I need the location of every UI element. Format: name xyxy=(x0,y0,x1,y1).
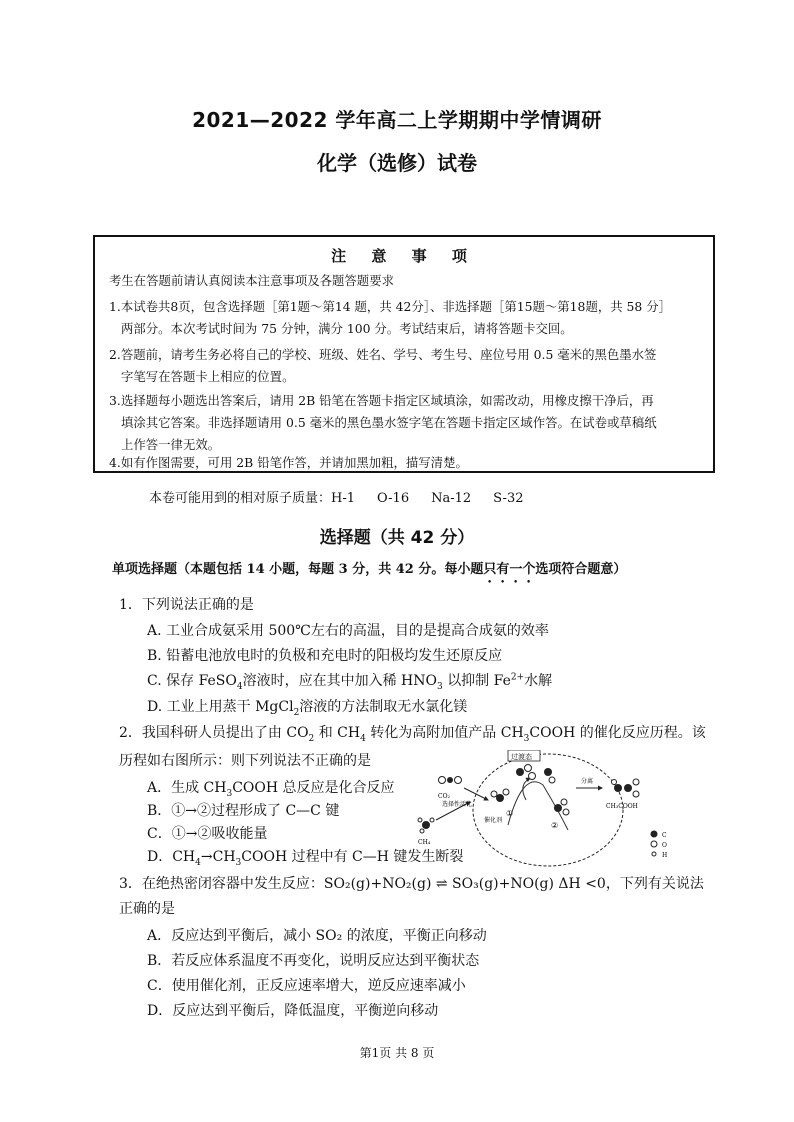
notice-line: 填涂其它答案。非选择题请用 0.5 毫米的黑色墨水签字笔在答题卡指定区域作答。在试卷或草稿纸 xyxy=(121,415,657,430)
label-selective: 选择性活化 xyxy=(442,801,473,808)
q2-option-a: A．生成 $CH_3COOH$ 总反应是化合反应 xyxy=(147,780,395,799)
ch4-h-atom xyxy=(430,818,434,822)
atomic-mass: O-16 xyxy=(377,491,410,506)
instruction-prefix: 单项选择题（本题包括 14 小题，每题 3 分，共 42 分。每小题 xyxy=(112,562,484,577)
transition-arrow xyxy=(523,778,530,800)
page-footer: 第1页 共 8 页 xyxy=(359,1046,435,1060)
instruction-suffix: 选项符合题意） xyxy=(535,562,627,577)
co2-arrow xyxy=(464,788,488,800)
int2-c-atom xyxy=(554,804,562,812)
ts-c-atom xyxy=(516,768,524,776)
q2-option-d: D．$CH_4\to CH_3COOH$ 过程中有 C—H 键发生断裂 xyxy=(147,849,464,868)
intermediate-o-atom xyxy=(503,789,509,795)
ts-o-atom xyxy=(529,773,536,780)
ts-o-atom xyxy=(525,765,532,772)
notice-line: 2.答题前，请考生务必将自己的学校、班级、姓名、学号、考生号、座位号用 0.5 毫米的黑色墨水签 xyxy=(109,347,657,362)
q3-option-b: B．若反应体系温度不再变化，说明反应达到平衡状态 xyxy=(147,953,480,969)
ch4-h-atom xyxy=(418,818,422,822)
ch4-h-atom xyxy=(420,829,424,833)
product-o-atom xyxy=(633,791,639,797)
legend-h-dot xyxy=(652,852,656,856)
q2-option-c: C．①→②吸收能量 xyxy=(147,826,268,842)
int2-o-atom xyxy=(563,809,569,815)
notice-line: 3.选择题每小题选出答案后，请用 2B 铅笔在答题卡指定区域填涂，如需改动，用橡皮擦干净后，再 xyxy=(109,393,654,408)
notice-box xyxy=(93,235,715,473)
product-c-atom xyxy=(624,784,632,792)
q1-option-a: A. 工业合成氨采用 500℃左右的高温，目的是提高合成氨的效率 xyxy=(147,623,549,639)
notice-line: 4.如有作图需要，可用 2B 铅笔作答，并请加黑加粗，描写清楚。 xyxy=(109,455,468,470)
exam-subtitle: 化学（选修）试卷 xyxy=(317,151,477,175)
label-step-1: ① xyxy=(506,809,514,818)
co2-o-atom xyxy=(439,777,446,784)
notice-line: 字笔写在答题卡上相应的位置。 xyxy=(121,369,295,384)
q1d-part: D. 工业上用蒸干 MgCl xyxy=(147,699,294,715)
q1d-part: 溶液的方法制取无水氯化镁 xyxy=(299,699,468,715)
label-catalyst: 催化剂 xyxy=(484,817,503,824)
label-step-2: ② xyxy=(551,821,559,830)
q2d-part: →CH xyxy=(200,849,236,865)
notice-line: 1.本试卷共8页，包含选择题［第1题～第14 题，共 42分］、非选择题［第15题～第18题，共 58 分］ xyxy=(109,299,672,314)
q2-part: 和 CH xyxy=(318,725,361,741)
atomic-mass: Na-12 xyxy=(431,491,472,506)
notice-intro: 考生在答题前请认真阅读本注意事项及各题答题要求 xyxy=(109,273,394,288)
atomic-masses-label: 本卷可能用到的相对原子质量： xyxy=(149,491,332,506)
label-co2: CO₂ xyxy=(438,793,450,800)
reaction-mechanism-diagram xyxy=(408,750,690,868)
legend-o-dot xyxy=(651,841,657,847)
q3-option-c: C．使用催化剂，正反应速率增大，逆反应速率减小 xyxy=(147,978,466,994)
intermediate-o-atom xyxy=(491,791,497,797)
notice-line: 上作答一律无效。 xyxy=(121,437,221,452)
atomic-mass: S-32 xyxy=(493,491,524,506)
q1c-part: 溶液时，应在其中加入稀 HNO xyxy=(242,673,437,689)
q3-stem-line2: 正确的是 xyxy=(119,901,175,917)
notice-line: 两部分。本次考试时间为 75 分钟，满分 100 分。考试结束后，请将答题卡交回。 xyxy=(121,321,573,336)
q2d-part: D．CH xyxy=(147,849,196,865)
section-instruction xyxy=(112,558,626,586)
label-ch4: CH₄ xyxy=(418,839,431,846)
q2-option-b: B．①→②过程形成了 C—C 键 xyxy=(147,803,340,819)
q2a-part: A．生成 CH xyxy=(147,780,227,796)
q2-stem-line1: 2．我国科研人员提出了由 $CO_2$ 和 $CH_4$ 转化为高附加值产品 $CH_3COOH$ 的催化反应历程。该 xyxy=(119,725,706,744)
label-separation: 分离 xyxy=(581,778,594,785)
q3-stem-line1: 3．在绝热密闭容器中发生反应：SO₂(g)+NO₂(g) ⇌ SO₃(g)+NO(g) ΔH <0，下列有关说法 xyxy=(119,876,704,892)
legend-c-dot xyxy=(651,831,658,838)
q2-part: COOH 的催化反应历程。该 xyxy=(529,725,706,741)
product-c-atom xyxy=(614,784,622,792)
product-o-atom xyxy=(633,779,639,785)
q1-option-d: D. 工业上用蒸干 MgCl$_2$溶液的方法制取无水氯化镁 xyxy=(147,699,468,718)
section-title: 选择题（共 42 分） xyxy=(319,528,475,548)
int2-o-atom xyxy=(561,799,567,805)
q2-stem-line2: 历程如右图所示：则下列说法不正确的是 xyxy=(119,753,371,769)
q1c-part: 以抑制 Fe xyxy=(447,673,511,689)
legend-h: H xyxy=(662,852,668,859)
label-transition: 过渡态 xyxy=(511,753,532,761)
q2a-part: COOH 总反应是化合反应 xyxy=(232,780,395,796)
q1c-part: 水解 xyxy=(524,673,553,689)
ts-h-atom xyxy=(549,777,555,783)
q3-option-d: D．反应达到平衡后，降低温度，平衡逆向移动 xyxy=(147,1003,439,1019)
atomic-mass: H-1 xyxy=(331,491,356,506)
q3-option-a: A．反应达到平衡后，减小 SO₂ 的浓度，平衡正向移动 xyxy=(147,928,487,944)
q1-option-c: C. 保存 FeSO$_4$溶液时，应在其中加入稀 $HNO_3$ 以抑制 $Fe^{2+}$水解 xyxy=(147,672,553,692)
label-product: CH₃COOH xyxy=(606,803,638,810)
ts-c-atom xyxy=(544,768,552,776)
q1-option-b: B. 铅蓄电池放电时的负极和充电时的阳极均发生还原反应 xyxy=(147,648,503,664)
q2-part: 2．我国科研人员提出了由 CO xyxy=(119,725,309,741)
q2-part: 转化为高附加值产品 CH xyxy=(370,725,524,741)
exam-title: 2021—2022 学年高二上学期期中学情调研 xyxy=(192,108,602,132)
legend-c: C xyxy=(662,832,667,839)
instruction-emphasis: 只有一个 xyxy=(483,562,536,577)
q2d-part: COOH 过程中有 C—H 键发生断裂 xyxy=(241,849,464,865)
product-h-atom xyxy=(612,780,617,785)
ch4-c-atom xyxy=(422,821,430,829)
legend-o: O xyxy=(662,842,667,849)
co2-c-atom xyxy=(447,777,453,783)
q1c-part: C. 保存 FeSO xyxy=(147,673,237,689)
notice-title: 注 意 事 项 xyxy=(331,247,477,265)
q1-stem: 1．下列说法正确的是 xyxy=(119,597,254,613)
co2-o-atom xyxy=(455,777,462,784)
atomic-masses xyxy=(149,487,546,506)
